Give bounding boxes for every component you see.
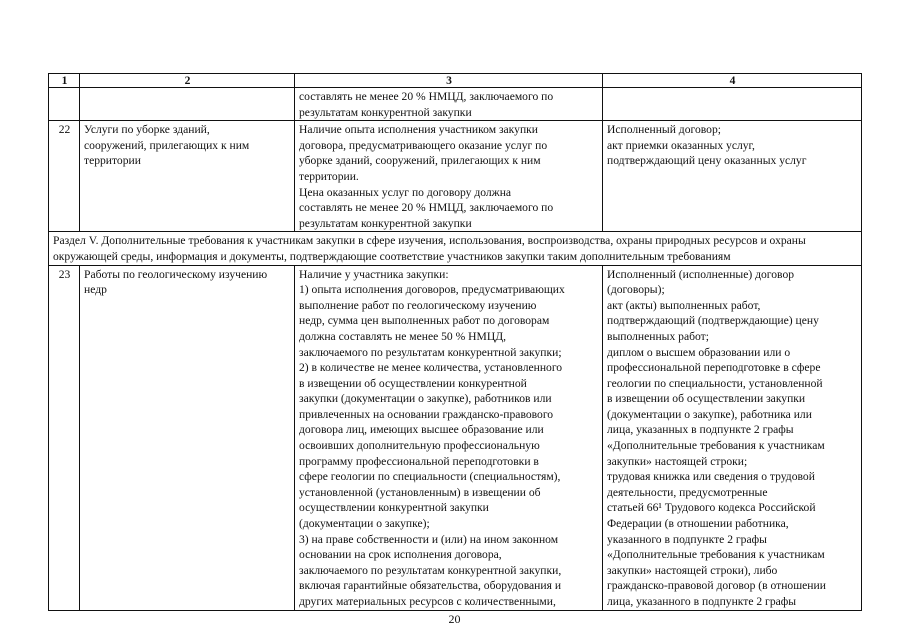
section-row: [49, 232, 862, 265]
section-heading: Раздел V. Дополнительные требования к участникам закупки в сфере изучения, использования, воспроизводства, охраны природных ресурсов и охраны окружающей среды, информация и документы, подтверждающие соответствие участников закупки таким дополнительным требованиям: [49, 232, 862, 265]
page-number: 20: [448, 612, 461, 626]
table-row-23: [49, 265, 862, 610]
cell-service: [80, 88, 295, 121]
header-col-3: 3: [295, 74, 603, 88]
row-service: Услуги по уборке зданий, сооружений, прилегающих к ним территории: [80, 121, 295, 232]
row-documents: Исполненный договор; акт приемки оказанных услуг, подтверждающий цену оказанных услуг: [603, 121, 862, 232]
requirements-table: [48, 73, 862, 611]
cell-number: [49, 88, 80, 121]
table-header-row: [49, 74, 862, 88]
row-number: 22: [49, 121, 80, 232]
row-service: Работы по геологическому изучению недр: [80, 265, 295, 610]
row-requirements: Наличие у участника закупки: 1) опыта исполнения договоров, предусматривающих выполнение работ по геологическому изучению недр, сумма цен выполненных работ по договорам должна составлять не менее 50 % НМЦД, заключаемого по результатам конкурентной закупки; 2) в количестве не менее количества, установленного в извещении об осуществлении конкурентной закупки (документации о закупке), работников или привлеченных на основании гражданско-правового договора лиц, имеющих высшее образование или освоивших дополнительную профессиональную программу профессиональной переподготовки в сфере геологии по специальности (специальностям), установленной (установленным) в извещении об осуществлении конкурентной закупки (документации о закупке); 3) на праве собственности и (или) на ином законном основании на срок исполнения договора, заключаемого по результатам конкурентной закупки, включая гарантийные обязательства, оборудования и других материальных ресурсов с количественными,: [295, 265, 603, 610]
row-requirements: Наличие опыта исполнения участником закупки договора, предусматривающего оказание услуг по уборке зданий, сооружений, прилегающих к ним территории. Цена оказанных услуг по договору должна составлять не менее 20 % НМЦД, заключаемого по результатам конкурентной закупки: [295, 121, 603, 232]
row-documents: Исполненный (исполненные) договор (договоры); акт (акты) выполненных работ, подтверждающий (подтверждающие) цену выполненных работ; диплом о высшем образовании или о профессиональной переподготовке в сфере геологии по специальности, установленной в извещении об осуществлении закупки (документации о закупке), работника или лица, указанных в подпункте 2 графы «Дополнительные требования к участникам закупки» настоящей строки; трудовая книжка или сведения о трудовой деятельности, предусмотренные статьей 66¹ Трудового кодекса Российской Федерации (в отношении работника, указанного в подпункте 2 графы «Дополнительные требования к участникам закупки» настоящей строки), либо гражданско-правовой договор (в отношении лица, указанного в подпункте 2 графы: [603, 265, 862, 610]
table-row-22: [49, 121, 862, 232]
cell-requirements: составлять не менее 20 % НМЦД, заключаемого по результатам конкурентной закупки: [295, 88, 603, 121]
cell-documents: [603, 88, 862, 121]
row-number: 23: [49, 265, 80, 610]
table-row-continuation: [49, 88, 862, 121]
header-col-4: 4: [603, 74, 862, 88]
header-col-1: 1: [49, 74, 80, 88]
header-col-2: 2: [80, 74, 295, 88]
